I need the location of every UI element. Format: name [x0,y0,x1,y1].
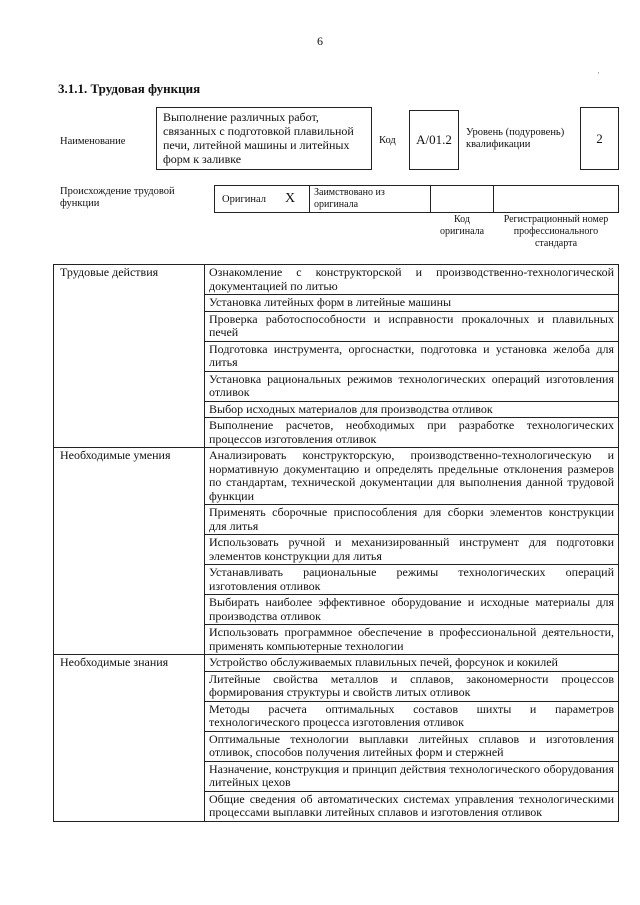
original-mark: X [285,191,296,206]
reg-number-caption: Регистрационный номер профессионального стандарта [503,214,609,249]
section-item: Использовать программное обеспечение в профессиональной деятельности, применять компьютерные технологии [205,625,619,655]
level-value-box [580,107,619,170]
section-item: Методы расчета оптимальных составов шихты и параметров технологического процесса изготовления отливок [205,701,619,731]
original-label: Оригинал [222,194,266,205]
section-item: Подготовка инструмента, оргоснастки, подготовка и установка желоба для литья [205,341,619,371]
section-item: Литейные свойства металлов и сплавов, закономерности процессов формирования структуры и свойств литых отливок [205,671,619,701]
section-item: Использовать ручной и механизированный инструмент для подготовки элементов конструкции для литья [205,535,619,565]
code-original-caption: Код оригинала [439,214,485,237]
function-details-table [53,264,619,822]
origin-divider-1 [309,186,310,212]
level-value: 2 [596,130,603,146]
code-value-box [409,110,459,170]
origin-divider-2 [430,186,431,212]
origin-table [214,185,619,213]
code-label: Код [379,135,396,146]
name-label: Наименование [60,136,126,147]
borrowed-label: Заимствовано из оригинала [314,187,385,210]
table-row [54,265,619,295]
table-row [54,448,619,505]
function-name-value: Выполнение различных работ, связанных с подготовкой плавильной печи, литейной машины и литейных форм к заливке [163,110,354,166]
code-value: А/01.2 [416,132,452,147]
section-item: Устанавливать рациональные режимы технологических операций изготовления отливок [205,565,619,595]
level-label: Уровень (подуровень) квалификации [466,127,565,150]
section-item: Проверка работоспособности и исправности прокалочных и плавильных печей [205,311,619,341]
section-item: Выполнение расчетов, необходимых при разработке технологических процессов изготовления отливок [205,418,619,448]
section-item: Общие сведения об автоматических системах управления технологическими процессами выплавки литейных сплавов и изготовления отливок [205,791,619,821]
section-item: Анализировать конструкторскую, производственно-технологическую и нормативную документацию и определять предельные отклонения размеров по стандартам, технической документации для выполнения данной трудовой функции [205,448,619,505]
table-row [54,655,619,672]
section-title: 3.1.1. Трудовая функция [58,81,201,96]
section-item: Устройство обслуживаемых плавильных печей, форсунок и кокилей [205,655,619,672]
origin-label: Происхождение трудовой функции [60,186,175,209]
origin-divider-3 [493,186,494,212]
section-item: Назначение, конструкция и принцип действия технологического оборудования литейных цехов [205,761,619,791]
page-number: 6 [317,34,323,48]
section-item: Установка литейных форм в литейные машины [205,295,619,312]
section-item: Установка рациональных режимов технологических операций изготовления отливок [205,371,619,401]
scan-mark: · [597,68,600,78]
section-item: Выбор исходных материалов для производства отливок [205,401,619,418]
section-heading: Необходимые умения [54,448,205,655]
section-item: Применять сборочные приспособления для сборки элементов конструкции для литья [205,505,619,535]
section-heading: Трудовые действия [54,265,205,448]
section-heading: Необходимые знания [54,655,205,822]
section-item: Оптимальные технологии выплавки литейных сплавов и изготовления отливок, способов получения литейных форм и стержней [205,731,619,761]
section-item: Ознакомление с конструкторской и производственно-технологической документацией по литью [205,265,619,295]
function-name-box [156,107,372,170]
section-item: Выбирать наиболее эффективное оборудование и исходные материалы для производства отливок [205,595,619,625]
